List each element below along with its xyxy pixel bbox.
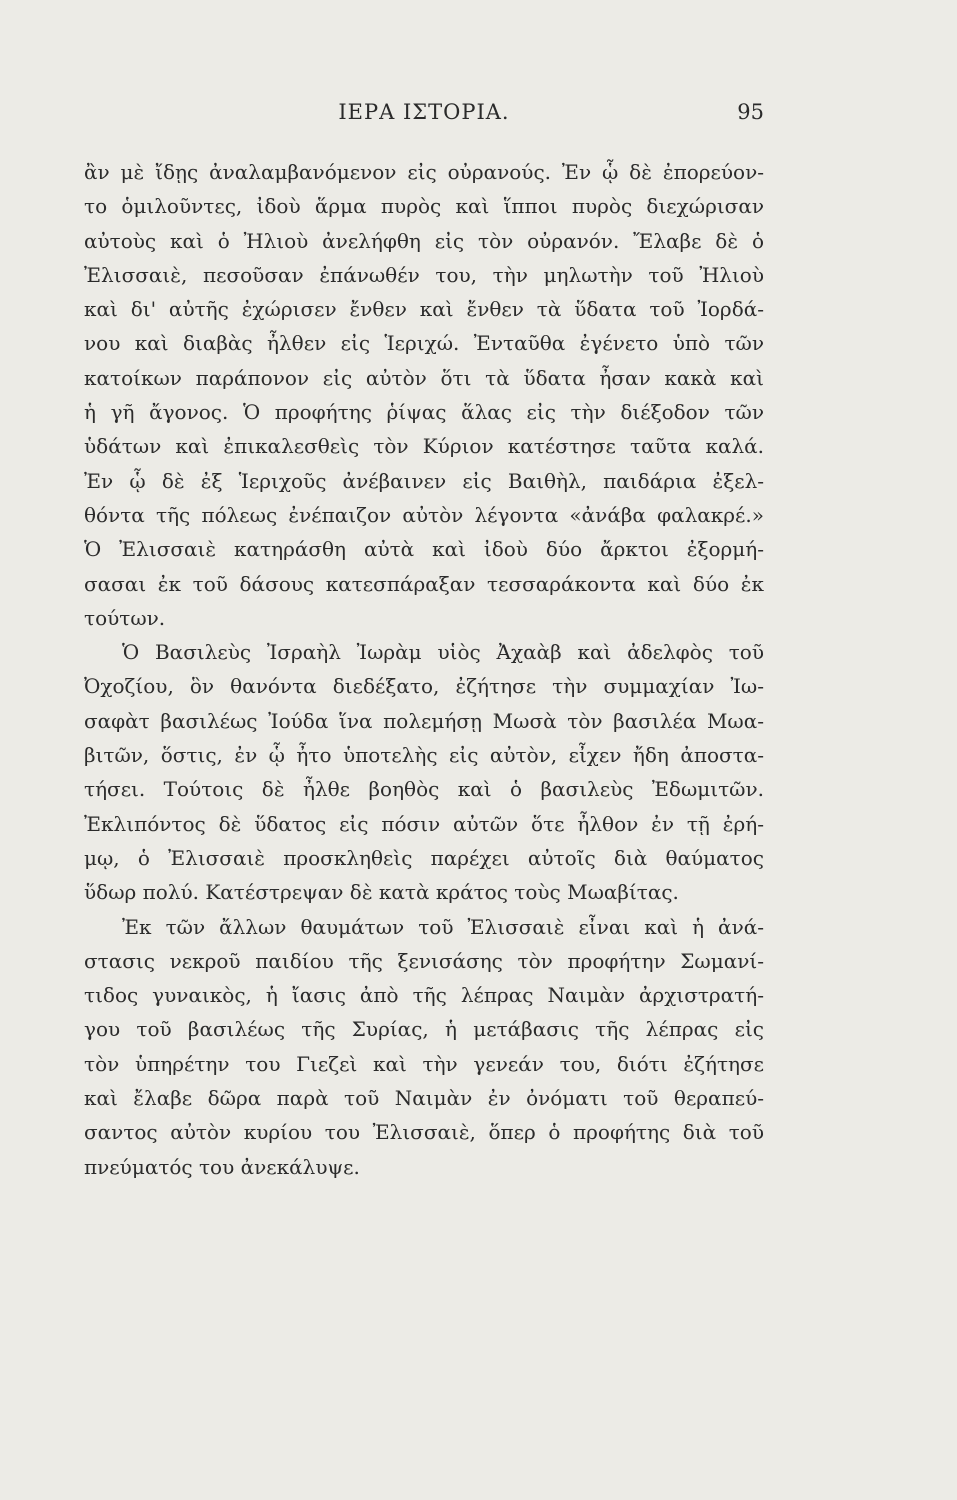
text-line: στασις νεκροῦ παιδίου τῆς ξενισάσης τὸν προφήτην Σωμανί- bbox=[84, 948, 764, 973]
text-line: τὸν ὑπηρέτην του Γιεζεὶ καὶ τὴν γενεάν του, διότι ἐζήτησε bbox=[84, 1051, 764, 1076]
text-line: καὶ ἔλαβε δῶρα παρὰ τοῦ Ναιμὰν ἐν ὀνόματι τοῦ θεραπεύ- bbox=[84, 1086, 764, 1111]
paragraph bbox=[84, 155, 764, 635]
text-line: Ἐκ τῶν ἄλλων θαυμάτων τοῦ Ἐλισσαιὲ εἶναι καὶ ἡ ἀνά- bbox=[122, 914, 764, 939]
text-line: τιδος γυναικὸς, ἡ ἴασις ἀπὸ τῆς λέπρας Ναιμὰν ἀρχιστρατή- bbox=[84, 983, 764, 1008]
text-line: σαφὰτ βασιλέως Ἰούδα ἵνα πολεμήσῃ Μωσὰ τὸν βασιλέα Μωα- bbox=[84, 708, 764, 733]
text-line: κατοίκων παράπονον εἰς αὐτὸν ὅτι τὰ ὕδατα ἦσαν κακὰ καὶ bbox=[84, 365, 764, 390]
paragraph bbox=[84, 910, 764, 1184]
paragraph bbox=[84, 635, 764, 909]
text-line: ἡ γῆ ἄγονος. Ὁ προφήτης ῥίψας ἅλας εἰς τὴν διέξοδον τῶν bbox=[84, 400, 764, 425]
text-line: αὐτοὺς καὶ ὁ Ἠλιοὺ ἀνελήφθη εἰς τὸν οὐρανόν. Ἔλαβε δὲ ὁ bbox=[84, 228, 764, 253]
text-line: το ὁμιλοῦντες, ἰδοὺ ἅρμα πυρὸς καὶ ἵπποι πυρὸς διεχώρισαν bbox=[84, 194, 764, 219]
text-line: Ὀχοζίου, ὃν θανόντα διεδέξατο, ἐζήτησε τὴν συμμαχίαν Ἰω- bbox=[84, 674, 764, 699]
text-line: Ὁ Βασιλεὺς Ἰσραὴλ Ἰωρὰμ υἱὸς Ἀχαὰβ καὶ ἀδελφὸς τοῦ bbox=[122, 640, 764, 665]
body-text bbox=[84, 155, 764, 1184]
text-line: βιτῶν, ὅστις, ἐν ᾧ ἦτο ὑποτελὴς εἰς αὐτὸν, εἶχεν ἤδη ἀποστα- bbox=[84, 743, 764, 768]
text-line: Ἐλισσαιὲ, πεσοῦσαν ἐπάνωθέν του, τὴν μηλωτὴν τοῦ Ἠλιοὺ bbox=[84, 262, 764, 287]
text-line: σασαι ἐκ τοῦ δάσους κατεσπάραξαν τεσσαράκοντα καὶ δύο ἐκ bbox=[84, 571, 764, 596]
text-line: μῳ, ὁ Ἐλισσαιὲ προσκληθεὶς παρέχει αὐτοῖς διὰ θαύματος bbox=[84, 845, 764, 870]
text-line: ἂν μὲ ἴδῃς ἀναλαμβανόμενον εἰς οὐρανούς. Ἐν ᾧ δὲ ἐπορεύον- bbox=[84, 160, 764, 184]
text-line: θόντα τῆς πόλεως ἐνέπαιζον αὐτὸν λέγοντα «ἀνάβα φαλακρέ.» bbox=[84, 502, 764, 527]
page-header bbox=[84, 100, 764, 134]
text-line: τούτων. bbox=[84, 605, 166, 630]
text-line: γου τοῦ βασιλέως τῆς Συρίας, ἡ μετάβασις τῆς λέπρας εἰς bbox=[84, 1017, 764, 1042]
text-line: Ἐν ᾧ δὲ ἐξ Ἱεριχοῦς ἀνέβαινεν εἰς Βαιθὴλ, παιδάρια ἐξελ- bbox=[84, 468, 764, 493]
page-number: 95 bbox=[737, 100, 764, 124]
running-title: ΙΕΡΑ ΙΣΤΟΡΙΑ. bbox=[338, 100, 510, 124]
text-line: ὑδάτων καὶ ἐπικαλεσθεὶς τὸν Κύριον κατέστησε ταῦτα καλά. bbox=[84, 434, 764, 459]
text-line: καὶ δι' αὐτῆς ἐχώρισεν ἔνθεν καὶ ἔνθεν τὰ ὕδατα τοῦ Ἰορδά- bbox=[84, 297, 764, 322]
text-line: ὕδωρ πολύ. Κατέστρεψαν δὲ κατὰ κράτος τοὺς Μωαβίτας. bbox=[84, 880, 679, 905]
text-line: νου καὶ διαβὰς ἦλθεν εἰς Ἱεριχώ. Ἐνταῦθα ἐγένετο ὑπὸ τῶν bbox=[84, 331, 764, 356]
text-line: Ὁ Ἐλισσαιὲ κατηράσθη αὐτὰ καὶ ἰδοὺ δύο ἄρκτοι ἐξορμή- bbox=[84, 537, 764, 562]
text-line: Ἐκλιπόντος δὲ ὕδατος εἰς πόσιν αὐτῶν ὅτε ἦλθον ἐν τῇ ἐρή- bbox=[84, 811, 764, 836]
text-line: σαντος αὐτὸν κυρίου του Ἐλισσαιὲ, ὅπερ ὁ προφήτης διὰ τοῦ bbox=[84, 1120, 764, 1145]
text-line: πνεύματός του ἀνεκάλυψε. bbox=[84, 1154, 360, 1179]
text-line: τήσει. Τούτοις δὲ ἦλθε βοηθὸς καὶ ὁ βασιλεὺς Ἐδωμιτῶν. bbox=[84, 777, 764, 802]
